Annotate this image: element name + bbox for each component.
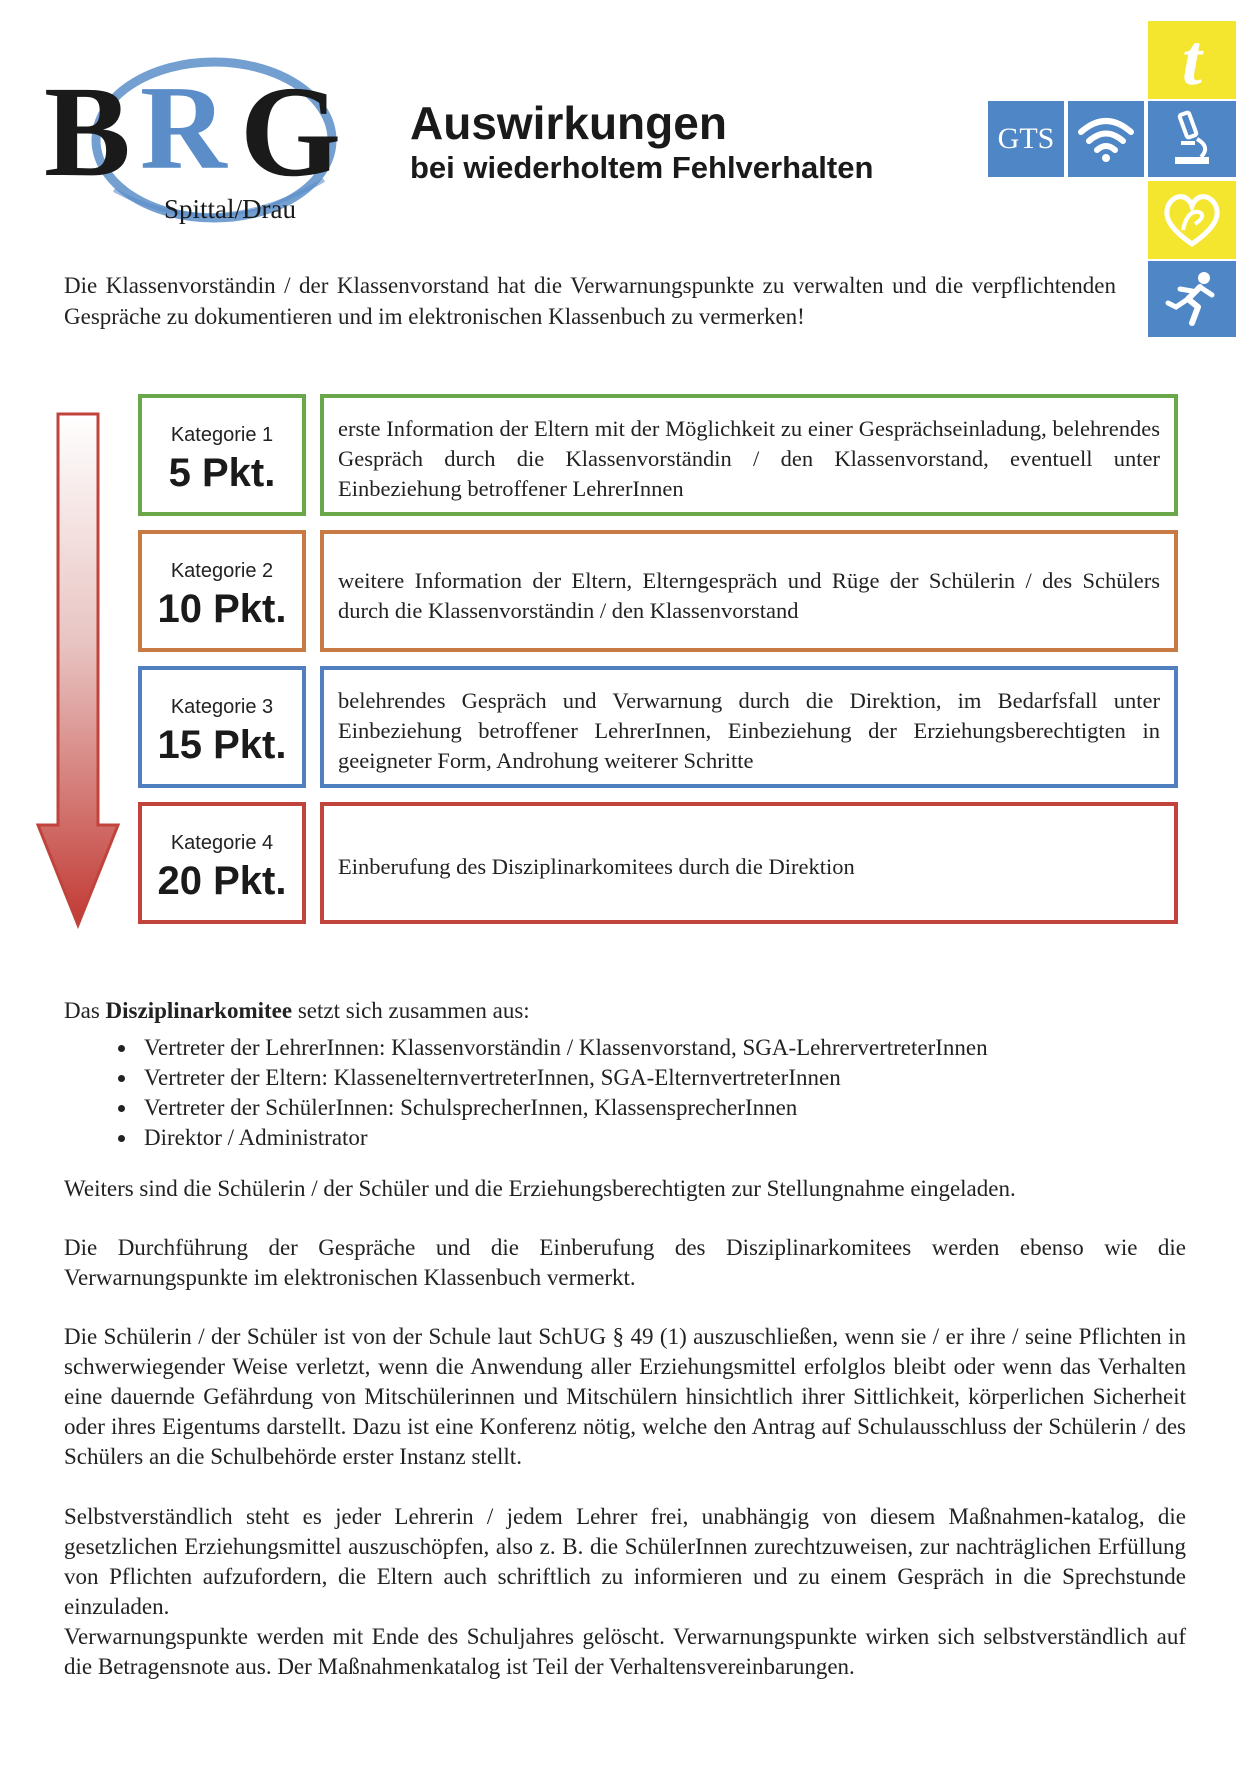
committee-members-list xyxy=(112,1033,988,1153)
wifi-tile xyxy=(1068,101,1144,177)
category-4-description: Einberufung des Disziplinarkomitees durch die Direktion xyxy=(320,802,1178,924)
committee-term: Disziplinarkomitee xyxy=(105,998,293,1023)
category-points: 20 Pkt. xyxy=(157,859,287,903)
category-points: 10 Pkt. xyxy=(157,587,287,631)
category-points: 5 Pkt. xyxy=(168,451,276,495)
category-label: Kategorie 3 xyxy=(170,696,274,718)
page-subtitle: bei wiederholtem Fehlverhalten xyxy=(410,150,874,185)
category-label: Kategorie 2 xyxy=(170,560,274,582)
category-points: 15 Pkt. xyxy=(157,723,287,767)
paragraph-reset: Verwarnungspunkte werden mit Ende des Schuljahres gelöscht. Verwarnungspunkte wirken sich selbstverständlich auf die Betragensnote aus. Der Maßnahmenkatalog ist Teil der Verhaltensvereinbarungen. xyxy=(64,1624,1186,1679)
heart-tile xyxy=(1148,181,1236,259)
microscope-tile xyxy=(1148,101,1236,177)
intro-text: Die Klassenvorständin / der Klassenvorstand hat die Verwarnungspunkte zu verwalten und die verpflichtenden Gespräche zu dokumentieren und im elektronischen Klassenbuch zu vermerken! xyxy=(64,273,1116,329)
category-3-box xyxy=(138,666,306,788)
paragraph-statement: Weiters sind die Schülerin / der Schüler und die Erziehungsberechtigten zur Stellungnahme eingeladen. xyxy=(64,1176,1016,1201)
category-4-box xyxy=(138,802,306,924)
runner-icon xyxy=(1162,269,1222,329)
microscope-icon xyxy=(1167,109,1217,169)
sport-tile xyxy=(1148,261,1236,337)
category-label: Kategorie 4 xyxy=(170,832,274,854)
wifi-icon xyxy=(1076,114,1136,164)
logo-letter-g: G xyxy=(240,60,342,204)
category-1-box xyxy=(138,394,306,516)
list-item: • Vertreter der SchülerInnen: SchulsprecherInnen, KlassensprecherInnen xyxy=(138,1093,988,1123)
paragraph-teacher-freedom: Selbstverständlich steht es jeder Lehrerin / jedem Lehrer frei, unabhängig von diesem Maßnahmen-katalog, die gesetzlichen Erziehungsmittel auszuschöpfen, also z. B. die SchülerInnen zurechtzuweisen, zur nachträglichen Erfüllung von Pflichten aufzufordern, die Eltern auch schriftlich zu informieren und zu einem Gespräch in die Sprechstunde einzuladen. xyxy=(64,1504,1186,1619)
list-item: • Direktor / Administrator xyxy=(138,1123,988,1153)
t-tile xyxy=(1148,21,1236,99)
category-label: Kategorie 1 xyxy=(170,424,274,446)
list-item: • Vertreter der LehrerInnen: Klassenvorständin / Klassenvorstand, SGA-LehrervertreterInnen xyxy=(138,1033,988,1063)
logo-subtitle: Spittal/Drau xyxy=(164,194,296,224)
t-letter-icon: t xyxy=(1181,20,1202,100)
logo-letter-r: R xyxy=(140,61,227,194)
paragraph-documentation: Die Durchführung der Gespräche und die Einberufung des Disziplinarkomitees werden ebenso wie die Verwarnungspunkte im elektronischen Klassenbuch vermerkt. xyxy=(64,1235,1186,1290)
committee-intro: Das Disziplinarkomitee setzt sich zusammen aus: xyxy=(64,998,530,1023)
page-title: Auswirkungen xyxy=(410,97,727,149)
category-3-description: belehrendes Gespräch und Verwarnung durch die Direktion, im Bedarfsfall unter Einbeziehung betroffener LehrerInnen, Einbeziehung der Erziehungsberechtigten in geeigneter Form, Androhung weiterer Schritte xyxy=(320,666,1178,788)
paragraph-exclusion: Die Schülerin / der Schüler ist von der Schule laut SchUG § 49 (1) auszuschließen, wenn sie / er ihre / seine Pflichten in schwerwiegender Weise verletzt, wenn die Anwendung aller Erziehungsmittel erfolglos bleibt oder wenn das Verhalten eine dauernde Gefährdung von Mitschülerinnen und Mitschülern hinsichtlich ihrer Sittlichkeit, körperlichen Sicherheit oder ihres Eigentums darstellt. Dazu ist eine Konferenz nötig, welche den Antrag auf Schulausschluss der Schülerin / des Schülers an die Schulbehörde erster Instanz stellt. xyxy=(64,1324,1186,1469)
list-item: • Vertreter der Eltern: KlassenelternvertreterInnen, SGA-ElternvertreterInnen xyxy=(138,1063,988,1093)
school-logo xyxy=(44,40,374,240)
logo-letter-b: B xyxy=(44,60,131,204)
gts-text-icon: GTS xyxy=(997,122,1055,155)
escalation-arrow-icon xyxy=(34,410,124,930)
category-1-description: erste Information der Eltern mit der Möglichkeit zu einer Gesprächseinladung, belehrendes Gespräch durch die Klassenvorständin / den Klassenvorstand, eventuell unter Einbeziehung betroffener LehrerInnen xyxy=(320,394,1178,516)
category-2-box xyxy=(138,530,306,652)
heart-icon xyxy=(1159,190,1225,250)
category-2-description: weitere Information der Eltern, Elterngespräch und Rüge der Schülerin / des Schülers durch die Klassenvorständin / den Klassenvorstand xyxy=(320,530,1178,652)
gts-tile xyxy=(988,101,1064,177)
